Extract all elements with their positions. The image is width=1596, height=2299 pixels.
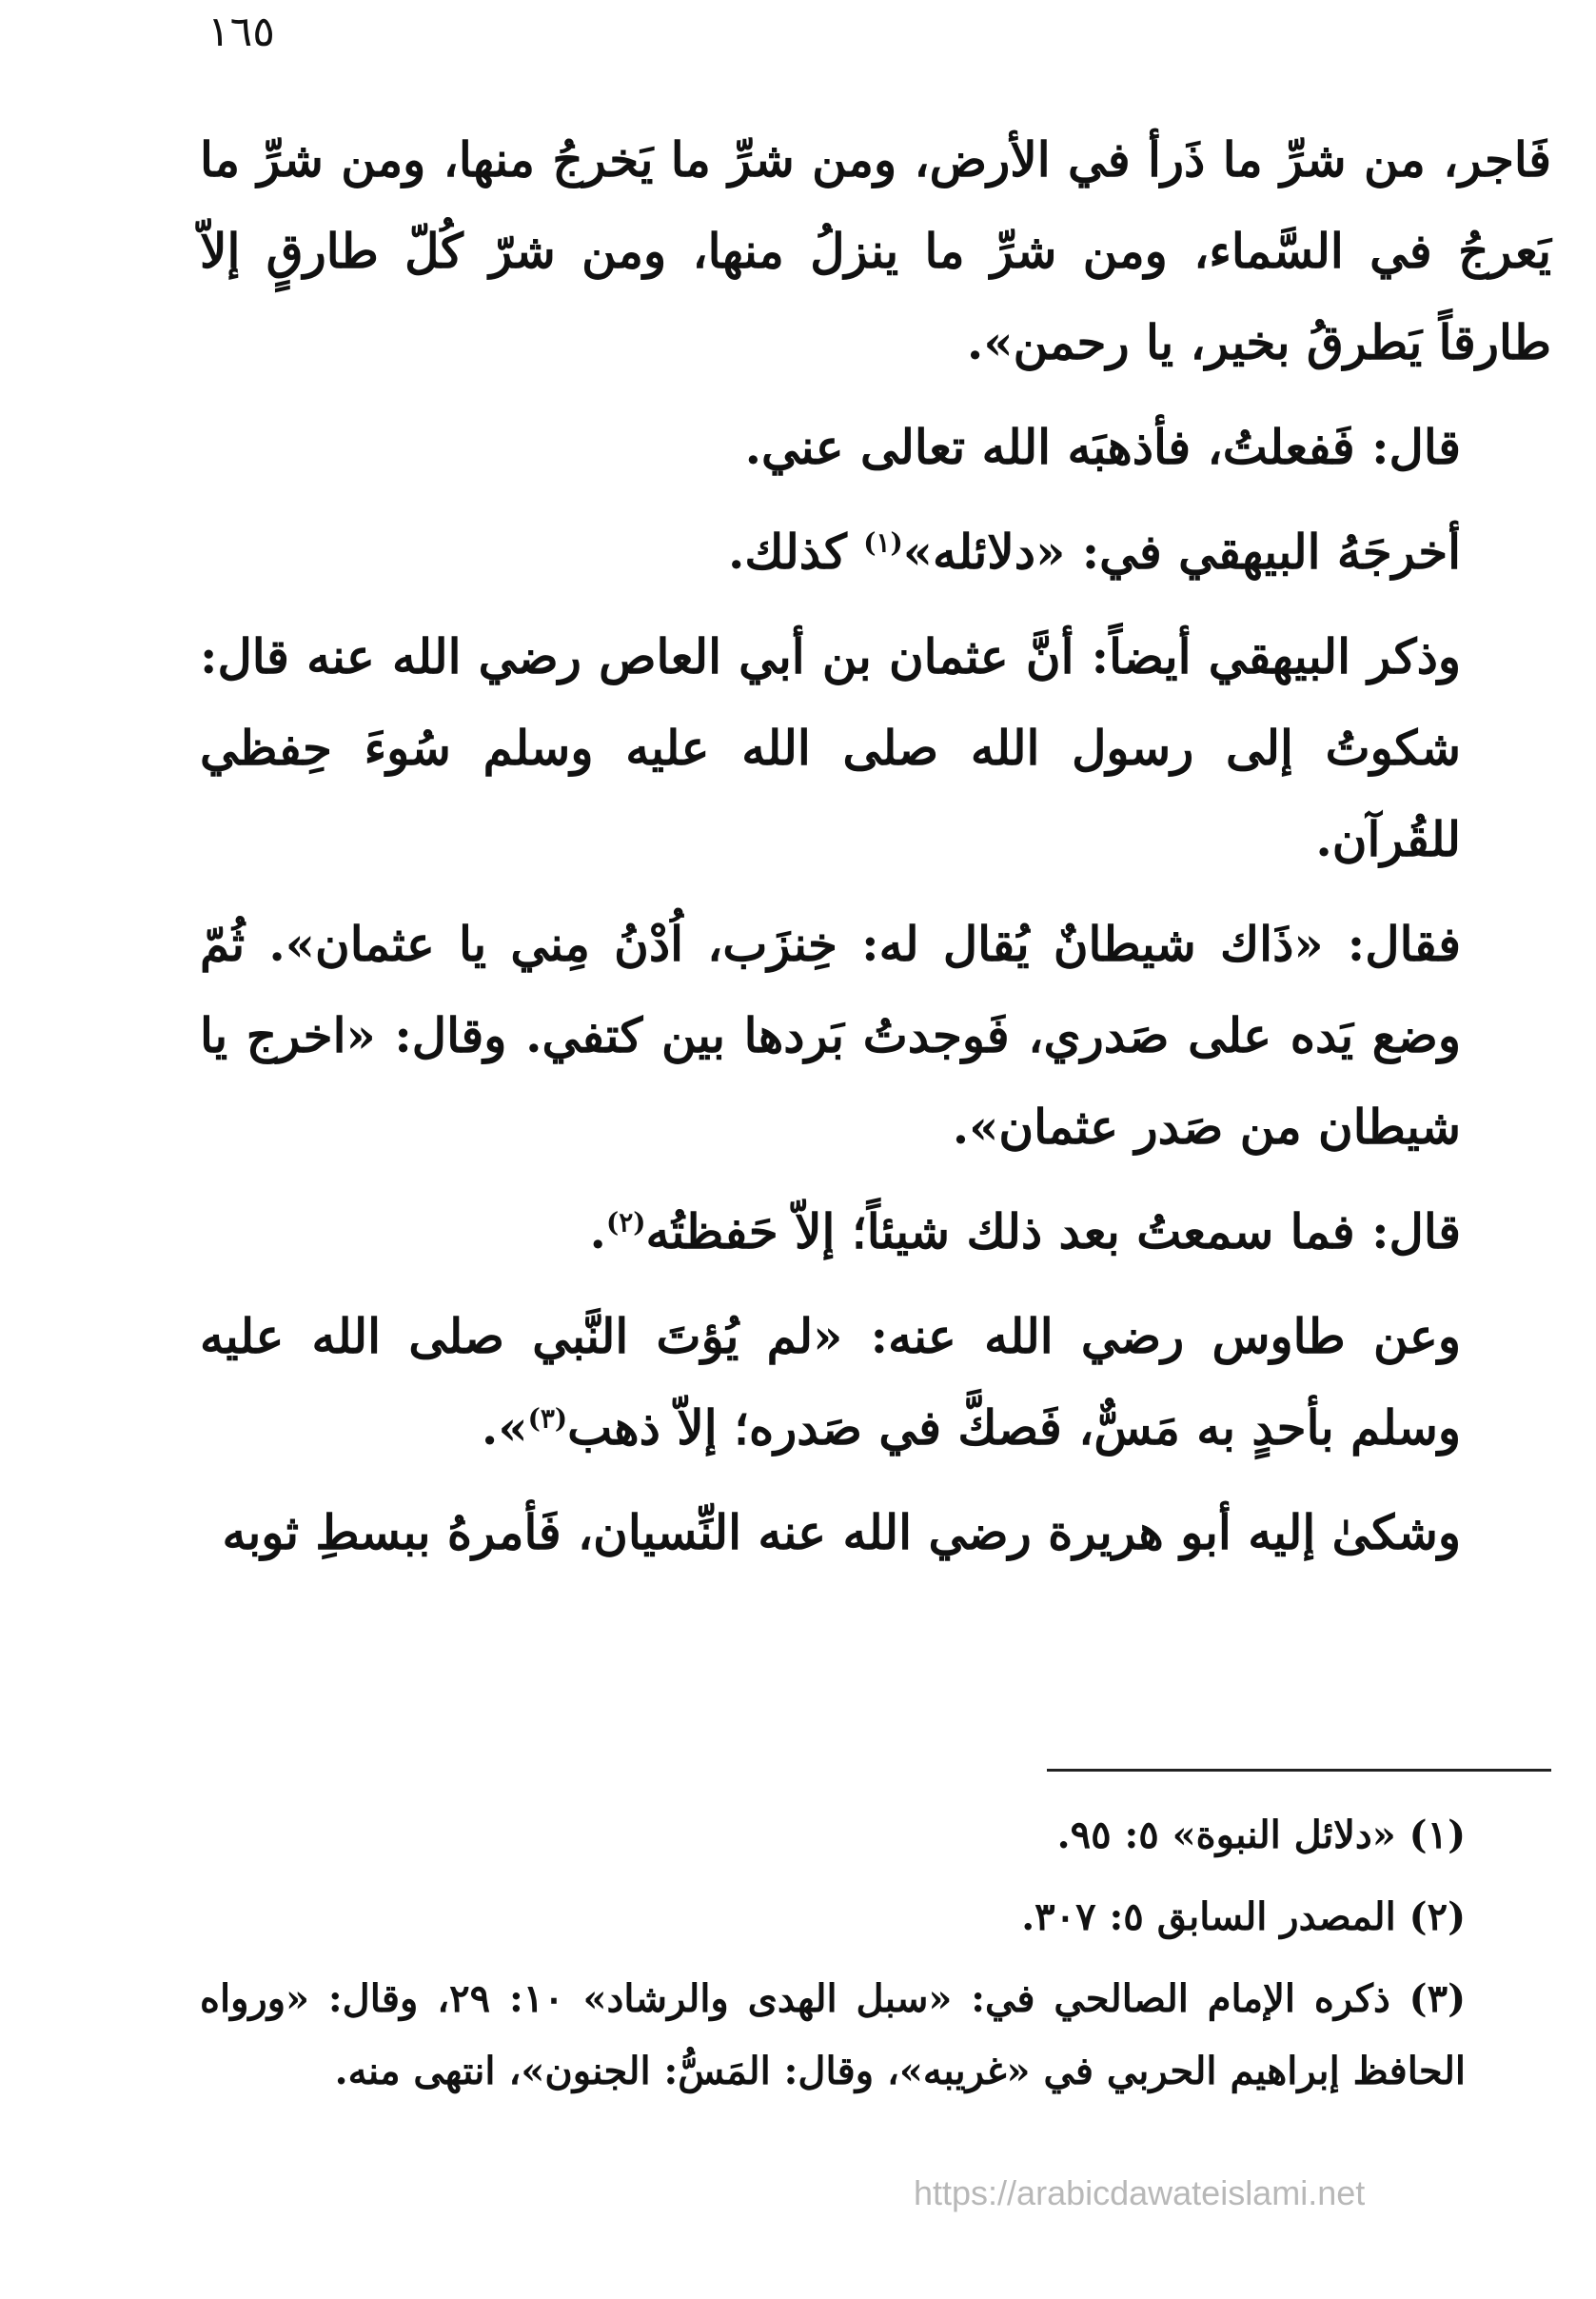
footnote-ref-3: (٣) (527, 1402, 568, 1435)
paragraph-7 (200, 1291, 1551, 1474)
footnote-2: (٢) المصدر السابق ٥: ٣٠٧. (1021, 1894, 1466, 1939)
paragraph-3-tail: كذلك. (727, 524, 864, 580)
watermark-url: https://arabicdawateislami.net (914, 2173, 1366, 2212)
paragraph-6-tail: . (589, 1203, 606, 1259)
paragraph-7-tail: ». (481, 1399, 528, 1456)
paragraph-3 (200, 506, 1551, 598)
footnote-ref-1: (١) (863, 526, 903, 559)
paragraph-7-text: وعن طاوس رضي الله عنه: «لم يُؤتَ النَّبي صلى الله عليه وسلم بأحدٍ به مَسٌّ، فَصكَّ في صَدره؛ إلاّ ذهب (200, 1308, 1461, 1456)
paragraph-2: قال: فَفعلتُ، فأذهبَه الله تعالى عني. (744, 419, 1461, 475)
footnotes (200, 1799, 1551, 2117)
footnote-1: (١) «دلائل النبوة» ٥: ٩٥. (1056, 1813, 1466, 1857)
paragraph-6 (200, 1186, 1551, 1278)
page-number: ١٦٥ (207, 8, 275, 56)
main-text (200, 114, 1551, 1592)
paragraph-1: فَاجر، من شرِّ ما ذَرأ في الأرض، ومن شرِّ ما يَخرجُ منها، ومن شرِّ ما يَعرجُ في السَّماء، ومن شرِّ ما ينزلُ منها، ومن شرّ كُلّ طارقٍ إلاّ طارقاً يَطرقُ بخير، يا رحمن». (200, 131, 1551, 370)
footnote-ref-2: (٢) (605, 1206, 646, 1239)
paragraph-5: فقال: «ذَاك شيطانٌ يُقال له: خِنزَب، اُدْنُ مِني يا عثمان». ثُمّ وضع يَده على صَدري، فَوجدتُ بَردها بين كتفي. وقال: «اخرج يا شيطان من صَدر عثمان». (200, 916, 1461, 1155)
paragraph-3-text: أخرجَهُ البيهقي في: «دلائله» (902, 524, 1461, 580)
paragraph-4: وذكر البيهقي أيضاً: أنَّ عثمان بن أبي العاص رضي الله عنه قال: شكوتُ إلى رسول الله صلى الله عليه وسلم سُوءَ حِفظي للقُرآن. (200, 628, 1461, 867)
footnote-divider (1047, 1769, 1551, 1772)
paragraph-6-text: قال: فما سمعتُ بعد ذلك شيئاً؛ إلاّ حَفظتُه (645, 1203, 1461, 1259)
footnote-3: (٣) ذكره الإمام الصالحي في: «سبل الهدى والرشاد» ١٠: ٢٩، وقال: «ورواه الحافظ إبراهيم الحربي في «غريبه»، وقال: المَسُّ: الجنون»، انتهى منه. (200, 1976, 1466, 2093)
paragraph-8: وشكىٰ إليه أبو هريرة رضي الله عنه النِّسيان، فَأمرهُ ببسطِ ثوبه (222, 1504, 1461, 1560)
